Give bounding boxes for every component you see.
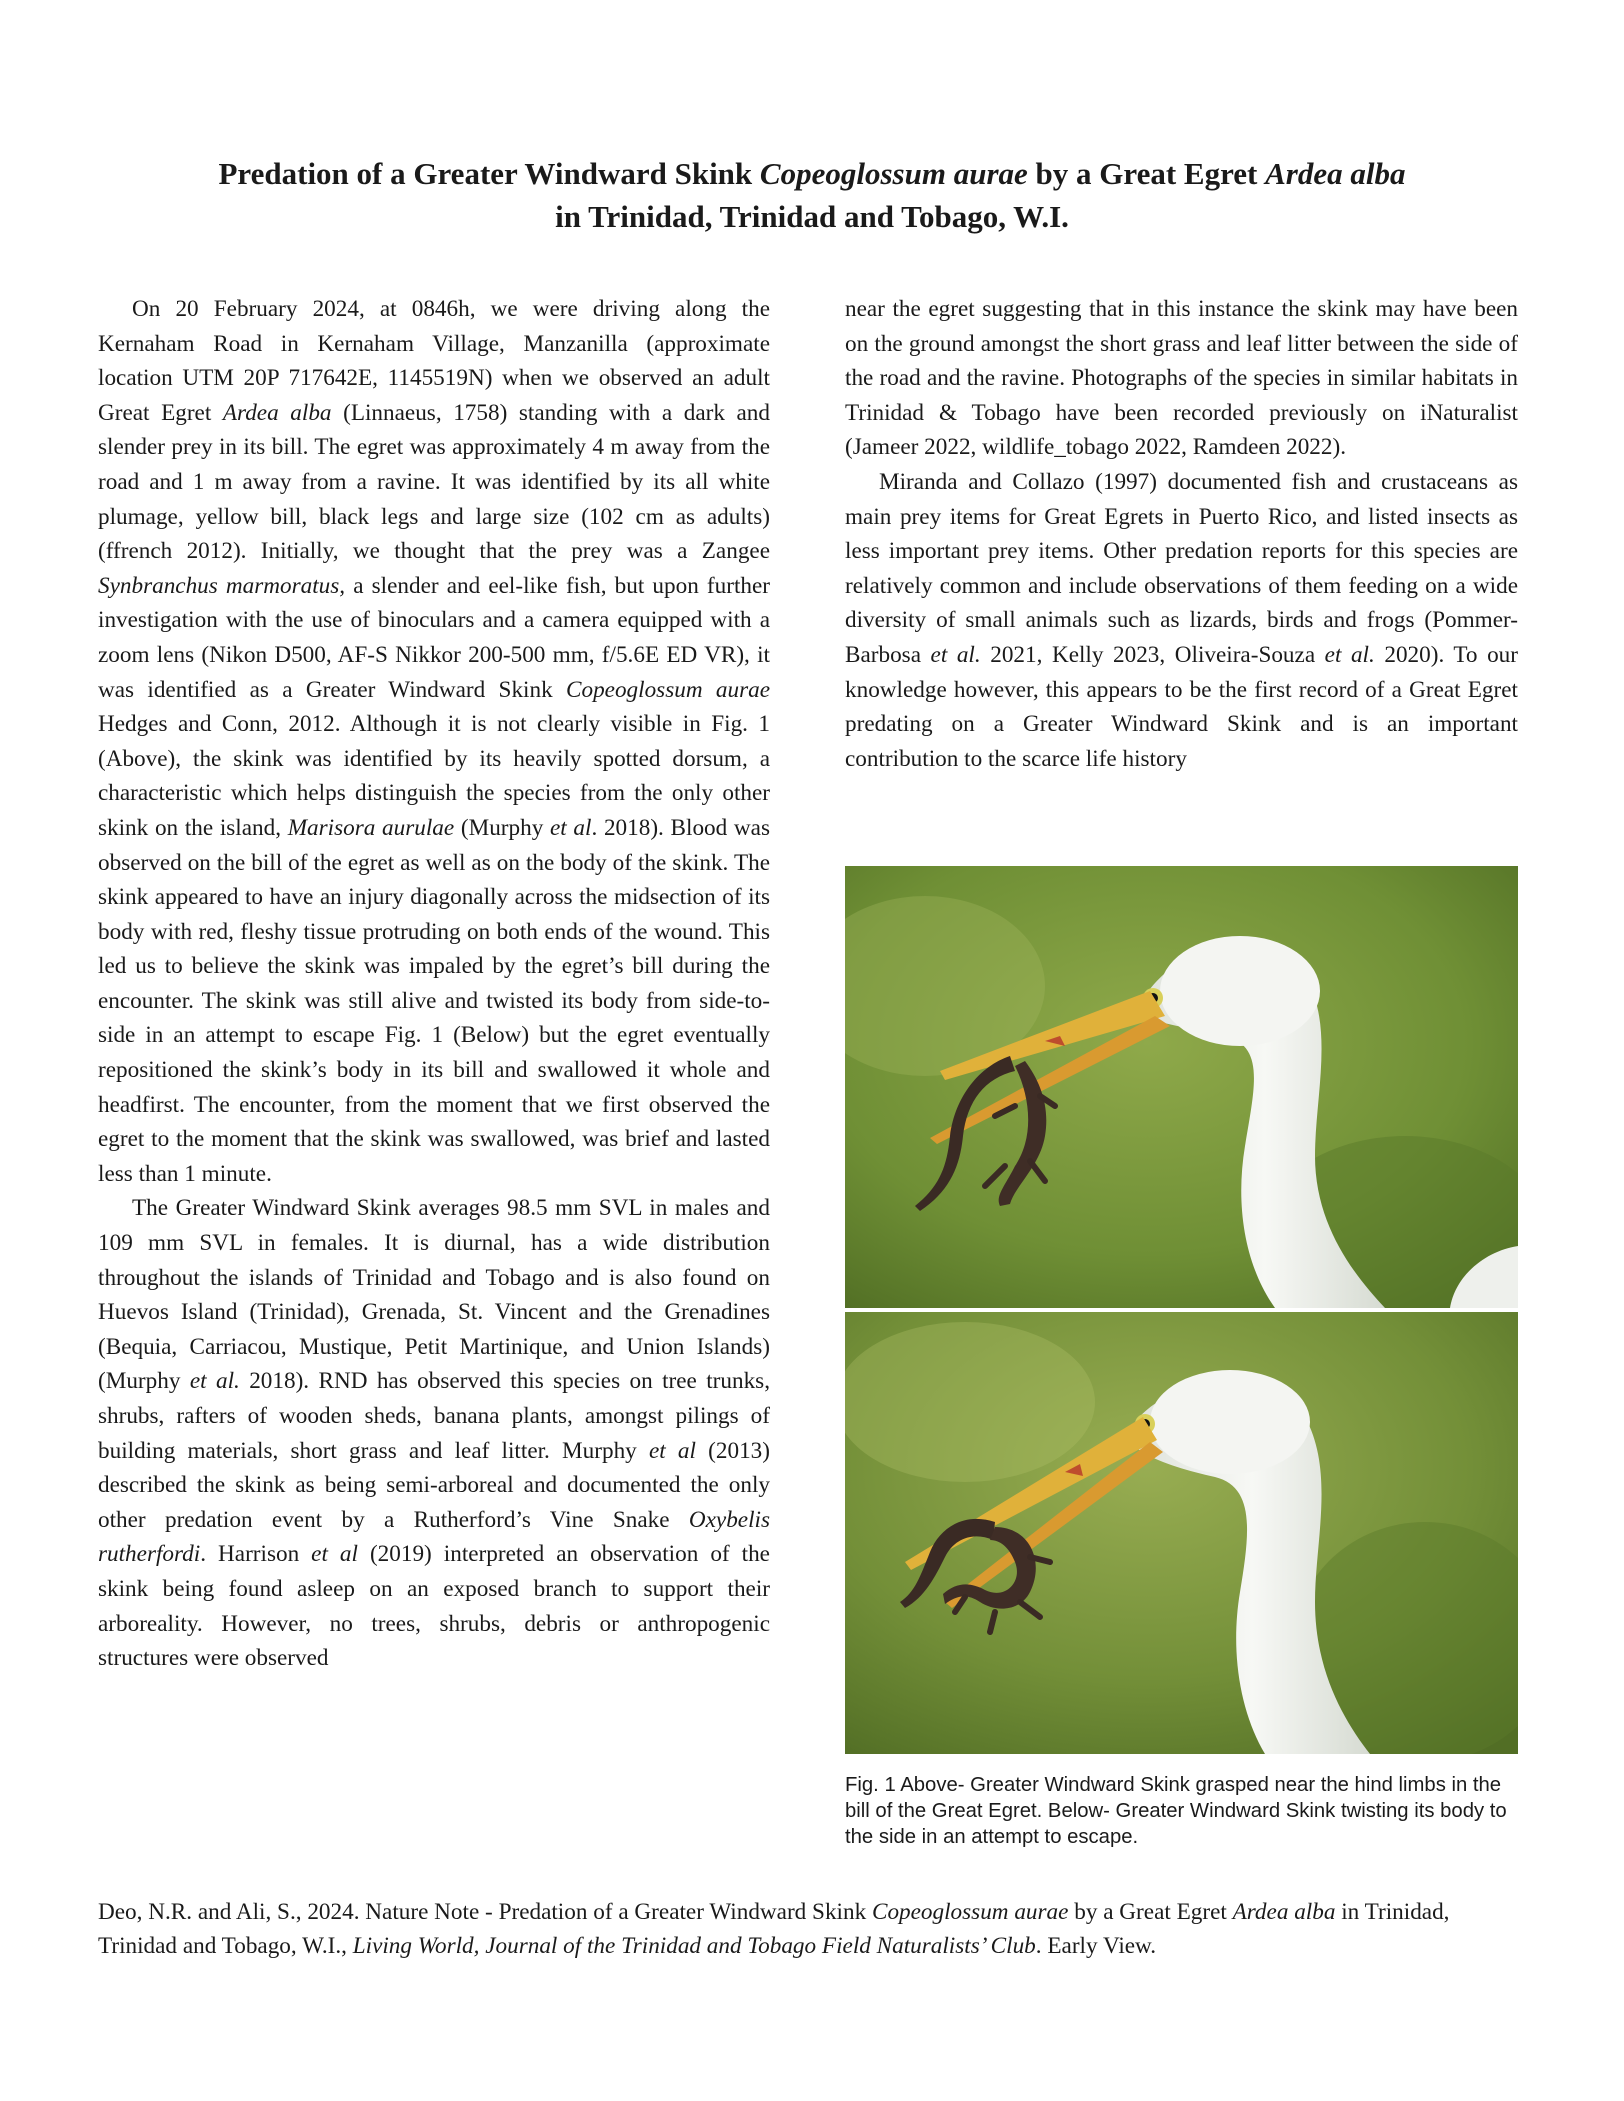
- title-text-1: Predation of a Greater Windward Skink: [218, 156, 760, 191]
- species-name: Ardea alba: [222, 399, 332, 426]
- citation-etal: et al.: [1324, 641, 1375, 668]
- citation-etal: et al: [648, 1437, 696, 1464]
- text-run: On 20 February 2024, at 0846h, we were driving along the Kernaham Road in Kernaham Village, Manzanilla (approximate location UTM 20P 717642E, 1145519N) when we observed an adult Great Egret: [98, 296, 770, 426]
- article-title: [100, 152, 1524, 238]
- text-run: Hedges and Conn, 2012. Although it is not clearly visible in Fig. 1 (Above), the skink was identified by its heavily spotted dorsum, a characteristic which helps distinguish the species from the only other skink on the island,: [98, 711, 770, 841]
- text-run: 2020). To our knowledge however, this appears to be the first record of a Great Egret predating on a Greater Windward Skink and is an important contribution to the scarce life history: [845, 641, 1518, 772]
- text-run: (2019) interpreted an observation of the skink being found asleep on an exposed branch to support their arboreality. However, no trees, shrubs, debris or anthropogenic structures were observed: [98, 1541, 770, 1672]
- figure-1: [845, 866, 1518, 1754]
- citation-etal: et al.: [930, 641, 981, 668]
- title-line-2: in Trinidad, Trinidad and Tobago, W.I.: [555, 199, 1069, 234]
- text-run: in Trinidad, Trinidad and Tobago, W.I.,: [98, 1899, 1450, 1959]
- text-run: by a Great Egret: [1068, 1899, 1233, 1925]
- egret-skink-photo-below: [845, 1312, 1518, 1754]
- text-run: . Harrison: [200, 1541, 312, 1568]
- citation-etal: et al: [311, 1541, 358, 1568]
- citation-footer: [98, 1895, 1522, 1963]
- species-name: Oxybelis rutherfordi: [98, 1506, 770, 1568]
- egret-skink-photo-above: [845, 866, 1518, 1308]
- species-name: Copeoglossum aurae: [871, 1899, 1069, 1925]
- text-run: . 2018). Blood was observed on the bill of the egret as well as on the body of the skink. The skink appeared to have an injury diagonally across the midsection of its body with red, fleshy tissue protruding on both ends of the wound. This led us to believe the skink was impaled by the egret’s bill during the encounter. The skink was still alive and twisted its body from side-to-side in an attempt to escape Fig. 1 (Below) but the egret eventually repositioned the skink’s body in its bill and swallowed it whole and headfirst. The encounter, from the moment that we first observed the egret to the moment that the skink was swallowed, was brief and lasted less than 1 minute.: [98, 814, 770, 1187]
- figure-caption: Fig. 1 Above- Greater Windward Skink grasped near the hind limbs in the bill of the Great Egret. Below- Greater Windward Skink twisting its body to the side in an attempt to escape.: [845, 1774, 1507, 1848]
- text-run: (2013) described the skink as being semi-arboreal and documented the only other predation event by a Rutherford’s Vine Snake: [98, 1437, 770, 1533]
- text-run: (Linnaeus, 1758) standing with a dark and slender prey in its bill. The egret was approximately 4 m away from the road and 1 m away from a ravine. It was identified by its all white plumage, yellow bill, black legs and large size (102 cm as adults) (ffrench 2012). Initially, we thought that the prey was a Zangee: [98, 399, 770, 565]
- journal-name: Living World, Journal of the Trinidad and Tobago Field Naturalists’ Club: [352, 1933, 1036, 1959]
- photo-above: [845, 866, 1518, 1308]
- right-column: [845, 292, 1518, 776]
- text-run: 2018). RND has observed this species on tree trunks, shrubs, rafters of wooden sheds, banana plants, amongst pilings of building materials, short grass and leaf litter. Murphy: [98, 1368, 771, 1464]
- species-name: Copeoglossum aurae: [566, 676, 771, 703]
- title-species-egret: Ardea alba: [1265, 156, 1406, 191]
- text-run: Miranda and Collazo (1997) documented fish and crustaceans as main prey items for Great Egrets in Puerto Rico, and listed insects as less important prey items. Other predation reports for this species are relatively common and include observations of them feeding on a wide diversity of small animals such as lizards, birds and frogs (Pommer-Barbosa: [845, 468, 1518, 668]
- text-run: (Murphy: [454, 814, 550, 841]
- text-run: The Greater Windward Skink averages 98.5 mm SVL in males and 109 mm SVL in females. It is diurnal, has a wide distribution throughout the islands of Trinidad and Tobago and is also found on Huevos Island (Trinidad), Grenada, St. Vincent and the Grenadines (Bequia, Carriacou, Mustique, Petit Martinique, and Union Islands) (Murphy: [98, 1195, 770, 1395]
- species-name: Synbranchus marmoratus,: [98, 572, 346, 599]
- species-name: Marisora aurulae: [287, 814, 455, 841]
- text-run: a slender and eel-like fish, but upon further investigation with the use of binoculars and a camera equipped with a zoom lens (Nikon D500, AF-S Nikkor 200-500 mm, f/5.6E ED VR), it was identified as a Greater Windward Skink: [98, 572, 770, 703]
- citation-etal: et al: [550, 814, 592, 841]
- paragraph-2: [98, 1191, 770, 1675]
- photo-below: [845, 1312, 1518, 1754]
- left-column: [98, 292, 770, 1676]
- text-run: Deo, N.R. and Ali, S., 2024. Nature Note - Predation of a Greater Windward Skink: [98, 1899, 872, 1925]
- paragraph-4: [845, 465, 1518, 776]
- title-species-skink: Copeoglossum aurae: [759, 156, 1028, 191]
- citation-etal: et al.: [189, 1368, 240, 1395]
- paragraph-3: near the egret suggesting that in this instance the skink may have been on the ground amongst the short grass and leaf litter between the side of the road and the ravine. Photographs of the species in similar habitats in Trinidad & Tobago have been recorded previously on iNaturalist (Jameer 2022, wildlife_tobago 2022, Ramdeen 2022).: [845, 296, 1518, 461]
- paragraph-1: [98, 292, 770, 1191]
- species-name: Ardea alba: [1232, 1899, 1336, 1925]
- text-run: 2021, Kelly 2023, Oliveira-Souza: [980, 641, 1325, 668]
- title-text-3: by a Great Egret: [1027, 156, 1266, 191]
- text-run: . Early View.: [1035, 1933, 1157, 1959]
